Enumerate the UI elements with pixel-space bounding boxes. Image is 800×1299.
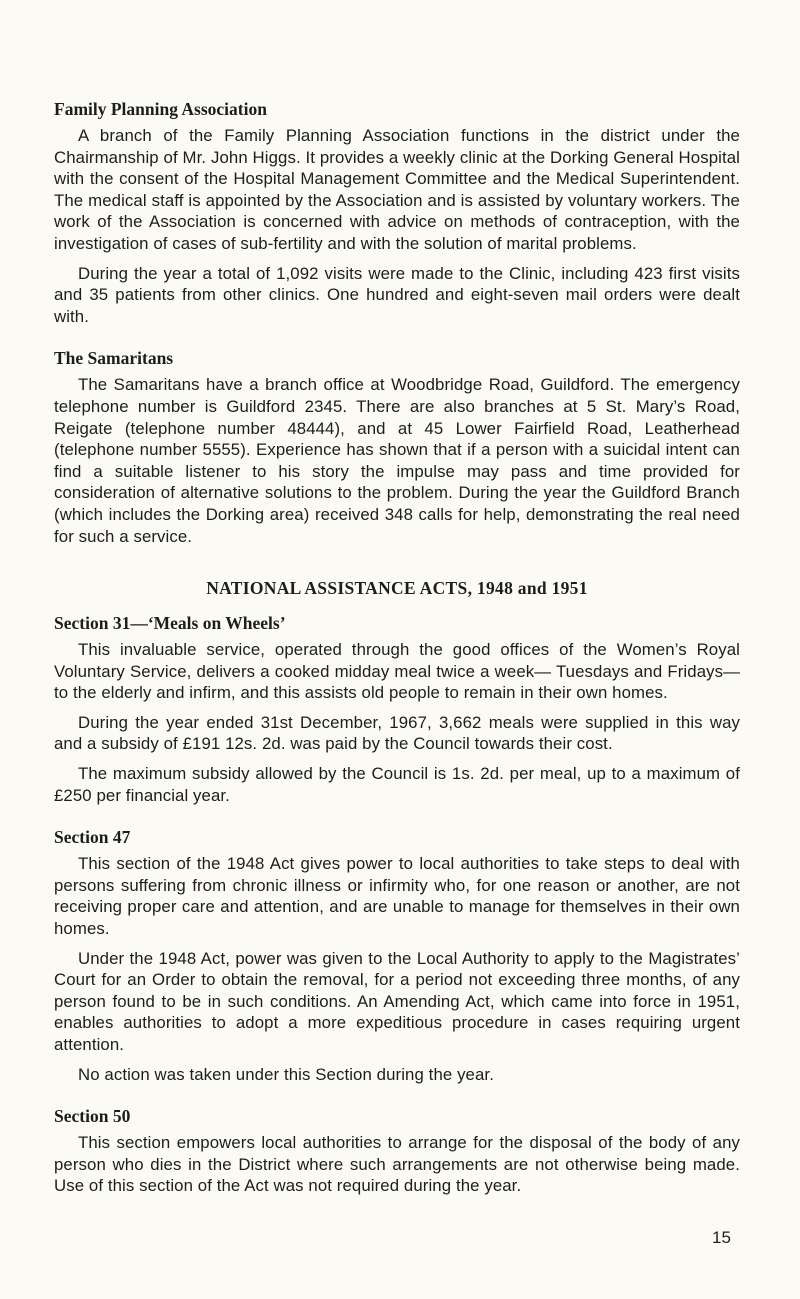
section-heading-section-31: Section 31—‘Meals on Wheels’	[54, 613, 286, 634]
paragraph-section-31-3: The maximum subsidy allowed by the Council is 1s. 2d. per meal, up to a maximum of £250 per financial year.	[54, 764, 740, 805]
section-heading-samaritans: The Samaritans	[54, 348, 174, 369]
paragraph-section-31-2: During the year ended 31st December, 1967, 3,662 meals were supplied in this way and a subsidy of £191 12s. 2d. was paid by the Council towards their cost.	[54, 712, 740, 754]
paragraph-section-31-1: This invaluable service, operated through the good offices of the Women’s Royal Voluntary Service, delivers a cooked midday meal twice a week— Tuesdays and Fridays—to the elderly and infirm, and this assists old people to remain in their own homes.	[54, 640, 740, 703]
spacer	[54, 814, 740, 826]
paragraph-family-planning-1: A branch of the Family Planning Association functions in the district under the Chairmanship of Mr. John Higgs. It provides a weekly clinic at the Dorking General Hospital with the consent of the Hospital Management Committee and the Medical Superintendent. The medical staff is appointed by the Association and is assisted by voluntary workers. The work of the Association is concerned with advice on methods of contraception, with the investigation of cases of sub-fertility and with the solution of marital problems.	[54, 126, 740, 253]
section-heading-section-47: Section 47	[54, 827, 131, 848]
section-heading-section-50: Section 50	[54, 1106, 131, 1127]
spacer	[54, 335, 740, 347]
paragraph-section-47-3: No action was taken under this Section during the year.	[78, 1064, 494, 1084]
major-heading-national-assistance: NATIONAL ASSISTANCE ACTS, 1948 and 1951	[206, 578, 588, 599]
paragraph-family-planning-2: During the year a total of 1,092 visits were made to the Clinic, including 423 first visits and 35 patients from other clinics. One hundred and eight-seven mail orders were dealt with.	[54, 263, 740, 326]
page-number: 15	[712, 1228, 731, 1247]
paragraph-samaritans-1: The Samaritans have a branch office at Woodbridge Road, Guildford. The emergency telephone number is Guildford 2345. There are also branches at 5 St. Mary’s Road, Reigate (telephone number 48444), and at 45 Lower Fairfield Road, Leatherhead (telephone number 5555). Experience has shown that if a person with a suicidal intent can find a suitable listener to his story the impulse may pass and time provided for consideration of alternative solutions to the problem. During the year the Guildford Branch (which includes the Dorking area) received 348 calls for help, demonstrating the real need for such a service.	[54, 375, 740, 546]
paragraph-section-47-1: This section of the 1948 Act gives power to local authorities to take steps to deal with persons suffering from chronic illness or infirmity who, for one reason or another, are not receiving proper care and attention, and are unable to manage for themselves in their own homes.	[54, 854, 740, 939]
spacer	[54, 1093, 740, 1105]
section-heading-family-planning: Family Planning Association	[54, 99, 267, 119]
paragraph-section-47-2: Under the 1948 Act, power was given to the Local Authority to apply to the Magistrates’ Court for an Order to obtain the removal, for a period not exceeding three months, of any person found to be in such conditions. An Amending Act, which came into force in 1951, enables authorities to adopt a more expeditious procedure in cases requiring urgent attention.	[54, 948, 740, 1054]
document-page	[54, 98, 740, 1205]
paragraph-section-50-1: This section empowers local authorities to arrange for the disposal of the body of any person who dies in the District where such arrangements are not otherwise being made. Use of this section of the Act was not required during the year.	[54, 1133, 740, 1196]
